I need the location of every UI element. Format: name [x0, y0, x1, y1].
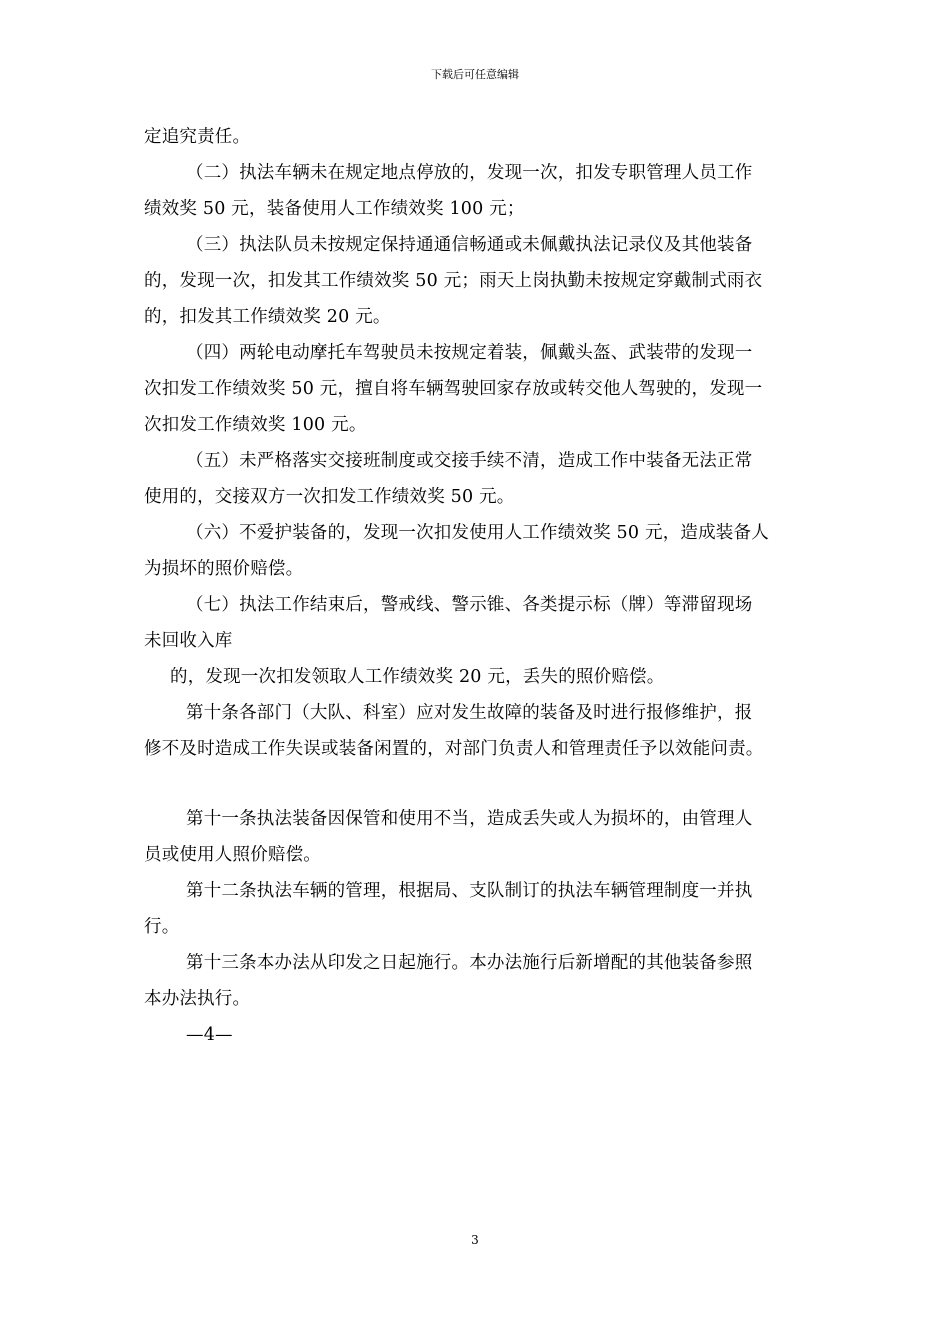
text-line: 员或使用人照价赔偿。 [144, 845, 321, 865]
text-line: （五）未严格落实交接班制度或交接手续不清，造成工作中装备无法正常 [186, 451, 753, 471]
text-line: 本办法执行。 [144, 989, 251, 1009]
document-body [144, 119, 820, 1053]
text-line: 行。 [144, 917, 180, 937]
inner-page-marker: —4— [186, 1025, 233, 1045]
text-line: 第十二条执法车辆的管理，根据局、支队制订的执法车辆管理制度一并执 [186, 881, 753, 901]
text-line: 次扣发工作绩效奖 100 元。 [144, 415, 367, 435]
text-line: 修不及时造成工作失误或装备闲置的，对部门负责人和管理责任予以效能问责。 [144, 739, 764, 759]
text-line: （二）执法车辆未在规定地点停放的，发现一次，扣发专职管理人员工作 [186, 163, 753, 183]
page-header: 下载后可任意编辑 [431, 68, 519, 81]
text-line: （四）两轮电动摩托车驾驶员未按规定着装，佩戴头盔、武装带的发现一 [186, 343, 753, 363]
text-line: 第十三条本办法从印发之日起施行。本办法施行后新增配的其他装备参照 [186, 953, 753, 973]
text-line: 次扣发工作绩效奖 50 元，擅自将车辆驾驶回家存放或转交他人驾驶的，发现一 [144, 379, 763, 399]
text-line: （三）执法队员未按规定保持通通信畅通或未佩戴执法记录仪及其他装备 [186, 235, 753, 255]
text-line: 为损坏的照价赔偿。 [144, 559, 304, 579]
text-line: 绩效奖 50 元，装备使用人工作绩效奖 100 元； [144, 199, 525, 219]
text-line: （六）不爱护装备的，发现一次扣发使用人工作绩效奖 50 元，造成装备人 [186, 523, 769, 543]
text-line: 的，扣发其工作绩效奖 20 元。 [144, 307, 391, 327]
paragraph-gap [144, 767, 820, 801]
text-line: 第十一条执法装备因保管和使用不当，造成丢失或人为损坏的，由管理人 [186, 809, 753, 829]
text-line: 第十条各部门（大队、科室）应对发生故障的装备及时进行报修维护，报 [186, 703, 753, 723]
text-line: 使用的，交接双方一次扣发工作绩效奖 50 元。 [144, 487, 515, 507]
text-line: 的，发现一次扣发领取人工作绩效奖 20 元，丢失的照价赔偿。 [170, 667, 665, 687]
text-line: 定追究责任。 [144, 127, 251, 147]
text-line: （七）执法工作结束后，警戒线、警示锥、各类提示标（牌）等滞留现场 [186, 595, 753, 615]
text-line: 的，发现一次，扣发其工作绩效奖 50 元；雨天上岗执勤未按规定穿戴制式雨衣 [144, 271, 763, 291]
page-number: 3 [471, 1233, 479, 1247]
text-line: 未回收入库 [144, 631, 233, 651]
